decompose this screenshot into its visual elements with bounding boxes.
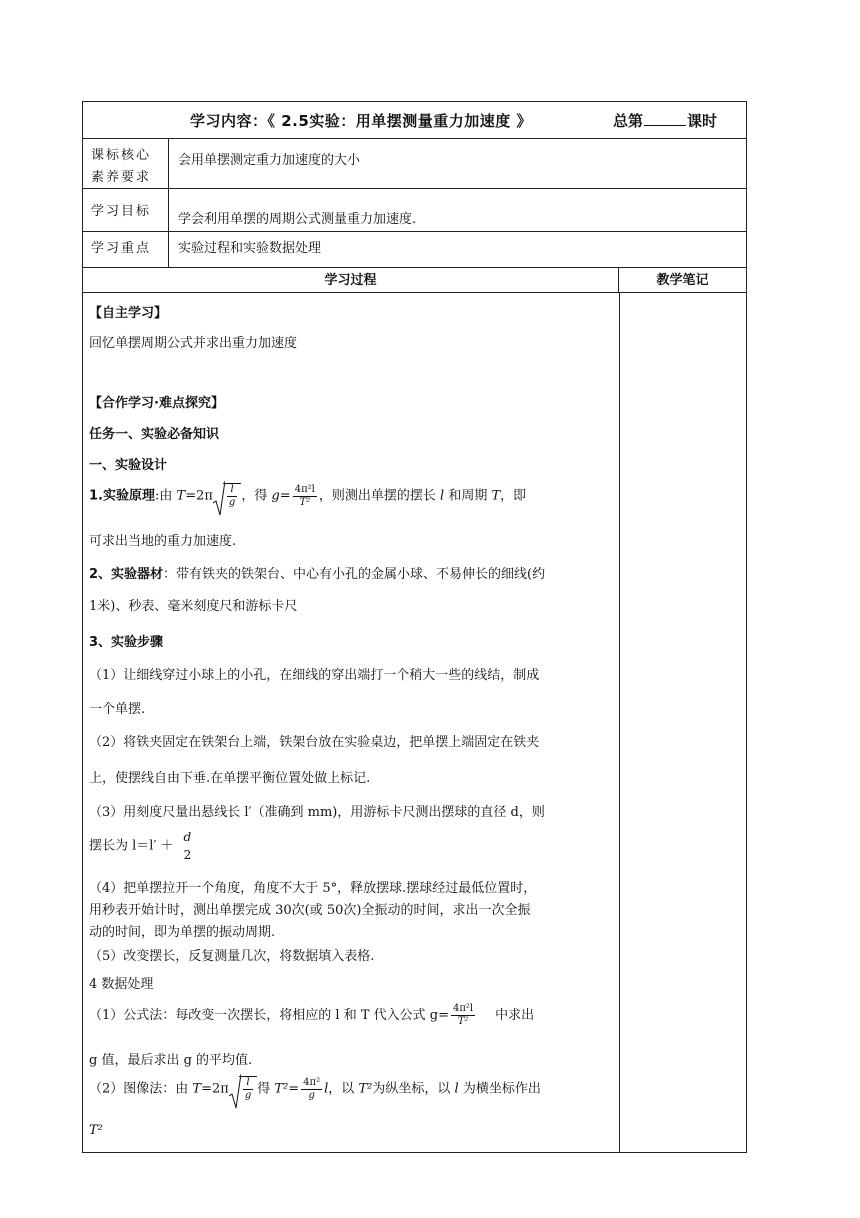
fraction	[293, 484, 317, 509]
frac-num: d	[183, 830, 192, 844]
frac-num: l	[227, 484, 237, 497]
task1-heading: 任务一、实验必备知识	[89, 427, 220, 442]
column-header-row	[83, 268, 746, 293]
info-label: 学习目标	[83, 189, 169, 231]
lesson-suffix: 课时	[687, 112, 718, 130]
sqrt-expression	[229, 1076, 257, 1102]
math-var: T	[192, 1081, 202, 1097]
frac-num: 4π²	[303, 1076, 321, 1088]
sqrt-expression	[213, 483, 241, 509]
step3-line2	[89, 828, 195, 864]
lesson-prefix: 总第	[613, 112, 644, 130]
text: 得	[257, 1081, 271, 1097]
text: （2）图像法：由	[89, 1081, 189, 1097]
notes-column-divider	[619, 293, 620, 1152]
frac-num: 4π²l	[294, 483, 315, 495]
math-var: T	[491, 488, 501, 504]
lesson-plan-table	[82, 101, 747, 1153]
title-row	[83, 102, 746, 139]
text: 为纵坐标，以	[372, 1081, 451, 1097]
steps-heading: 3、实验步骤	[89, 635, 164, 650]
step4-line2: 用秒表开始计时，测出单摆完成 30次(或 50次)全振动的时间，求出一次全振	[89, 903, 531, 918]
step2-line2: 上，使摆线自由下垂.在单摆平衡位置处做上标记.	[89, 771, 371, 786]
equipment-label: 2、实验器材	[89, 567, 164, 582]
math: =	[288, 1081, 300, 1097]
text: ，得	[241, 488, 268, 504]
frac-den: g	[308, 1089, 315, 1101]
step1-line2: 一个单摆.	[89, 702, 146, 717]
step1-line1: （1）让细线穿过小球上的小孔，在细线的穿出端打一个稍大一些的线结，制成	[89, 668, 540, 683]
math-var: l	[324, 1081, 329, 1097]
text: ，以	[328, 1081, 355, 1097]
text: ，即	[500, 488, 527, 504]
text: ：带有铁夹的铁架台、中心有小孔的金属小球、不易伸长的细线(约	[163, 567, 546, 582]
frac-den: T²	[299, 496, 311, 508]
math-var: T²	[274, 1081, 289, 1097]
frac-den: g	[228, 497, 236, 508]
lesson-number-blank[interactable]	[644, 111, 686, 126]
math-var: l	[454, 1081, 459, 1097]
principle-line2: 可求出当地的重力加速度.	[89, 534, 237, 549]
info-label-line: 课标核心	[91, 148, 152, 163]
fraction	[451, 1003, 475, 1028]
math-var: T²	[358, 1081, 373, 1097]
info-value: 实验过程和实验数据处理	[178, 241, 322, 256]
principle-line	[89, 483, 526, 509]
math-var: l	[440, 488, 445, 504]
frac-num: 4π²l	[452, 1003, 474, 1014]
text: :由	[154, 488, 173, 504]
text: 和周期	[448, 488, 488, 504]
math: =2π	[185, 488, 213, 504]
method1-line1	[89, 1003, 534, 1028]
math-var: T	[176, 488, 186, 504]
info-row-core	[83, 139, 746, 189]
text: ，则测出单摆的摆长	[318, 488, 436, 504]
data-heading: 4 数据处理	[89, 977, 154, 992]
info-label	[83, 139, 169, 188]
step3-line1: （3）用刻度尺量出悬线长 l′（准确到 mm)，用游标卡尺测出摆球的直径 d，则	[89, 805, 545, 820]
coop-heading: 【合作学习·难点探究】	[89, 396, 224, 411]
notes-column-header: 教学笔记	[656, 273, 709, 288]
sqrt-sign-icon	[213, 479, 225, 519]
principle-label: 1.实验原理	[89, 488, 155, 504]
info-value: 会用单摆测定重力加速度的大小	[178, 153, 361, 168]
frac-den: 2	[183, 848, 192, 862]
text: 为横坐标作出	[462, 1081, 541, 1097]
equipment-line	[89, 563, 545, 582]
math-var: g	[271, 488, 280, 504]
lesson-title: 学习内容：《 2.5实验：用单摆测量重力加速度 》	[190, 112, 533, 130]
info-label: 学习重点	[83, 232, 169, 267]
sqrt-sign-icon	[229, 1072, 241, 1112]
method2-line1	[89, 1076, 541, 1102]
fraction	[182, 828, 194, 864]
info-value: 学会利用单摆的周期公式测量重力加速度.	[178, 212, 417, 227]
frac-num: l	[243, 1077, 253, 1090]
lesson-number	[613, 110, 717, 131]
equipment-line2: 1米)、秒表、毫米刻度尺和游标卡尺	[89, 599, 298, 614]
text: 中求出	[495, 1008, 535, 1023]
frac-den: g	[244, 1090, 252, 1101]
self-study-heading: 【自主学习】	[89, 306, 168, 321]
step2-line1: （2）将铁夹固定在铁架台上端，铁架台放在实验桌边，把单摆上端固定在铁夹	[89, 735, 540, 750]
text: （1）公式法：每改变一次摆长，将相应的 l 和 T 代入公式 g=	[89, 1008, 449, 1023]
frac-den: T²	[457, 1016, 469, 1027]
method2-line2: T²	[89, 1123, 103, 1138]
step4-line3: 动的时间，即为单摆的振动周期.	[89, 925, 276, 940]
step5: （5）改变摆长，反复测量几次，将数据填入表格.	[89, 949, 375, 964]
text: 摆长为 l＝l′ ＋	[89, 838, 174, 854]
self-study-text: 回忆单摆周期公式并求出重力加速度	[89, 336, 298, 351]
fraction	[301, 1077, 322, 1102]
info-row-goal	[83, 189, 746, 232]
step4-line1: （4）把单摆拉开一个角度，角度不大于 5°，释放摆球.摆球经过最低位置时，	[89, 881, 537, 896]
info-label-line: 素养要求	[91, 170, 152, 185]
math: =2π	[201, 1081, 229, 1097]
method1-line2: g 值，最后求出 g 的平均值.	[89, 1053, 253, 1068]
info-row-focus	[83, 232, 746, 268]
math: =	[279, 488, 291, 504]
process-column-header: 学习过程	[83, 268, 619, 292]
design-heading: 一、实验设计	[89, 458, 168, 473]
